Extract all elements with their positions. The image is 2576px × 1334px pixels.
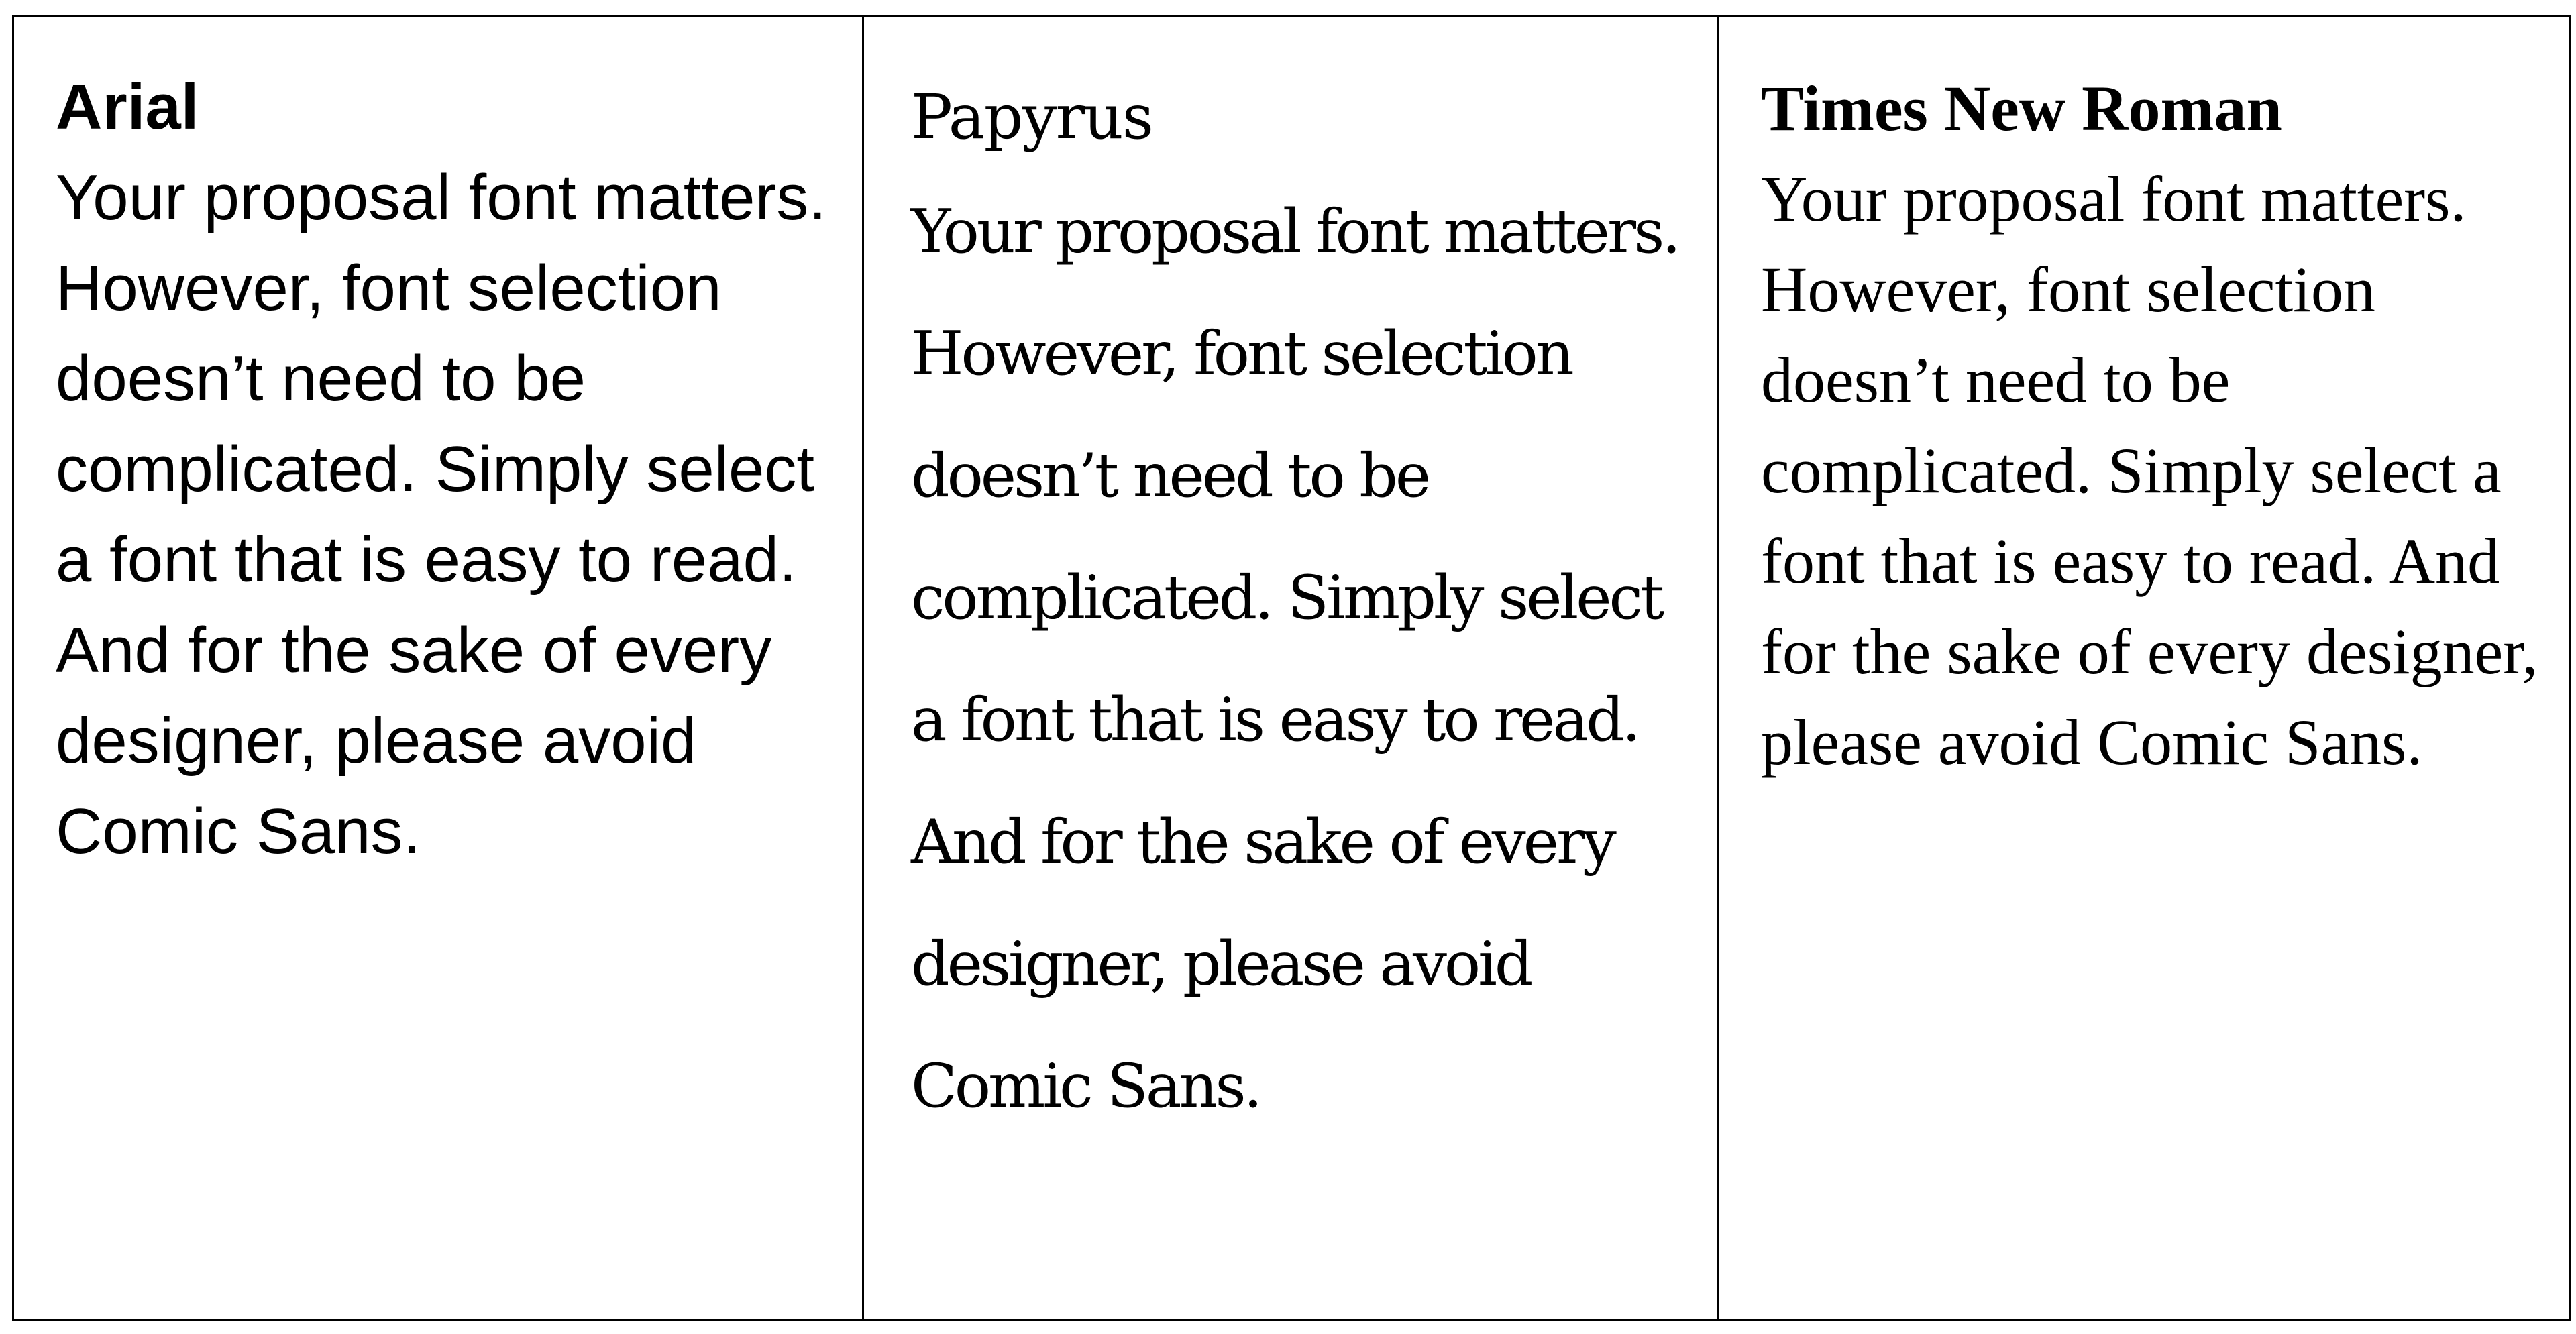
sample-paragraph: Your proposal font matters. However, font selection doesn’t need to be complicated. Simply select a font that is easy to read. And for the sake of every designer, please avoid Comic Sans.	[56, 162, 827, 867]
font-name-heading: Times New Roman	[1761, 72, 2282, 144]
font-column-arial	[13, 16, 863, 1320]
font-name-heading: Papyrus	[911, 81, 1152, 153]
font-comparison-table	[12, 15, 2571, 1321]
cell-content	[14, 17, 862, 1319]
cell-content	[864, 17, 1717, 1319]
table-row	[13, 16, 2570, 1320]
sample-paragraph: Your proposal font matters. However, font selection doesn’t need to be complicated. Simply select a font that is easy to read. And for the sake of every designer, please avoid Comic Sans.	[1761, 163, 2538, 778]
cell-content	[1719, 17, 2569, 1319]
sample-paragraph: Your proposal font matters. However, font selection doesn’t need to be complicated. Simply select a font that is easy to read. And for the sake of every designer, please avoid Comic Sans.	[911, 197, 1678, 1121]
font-name-heading: Arial	[56, 71, 199, 143]
font-column-papyrus	[863, 16, 1719, 1320]
font-column-times-new-roman	[1719, 16, 2570, 1320]
